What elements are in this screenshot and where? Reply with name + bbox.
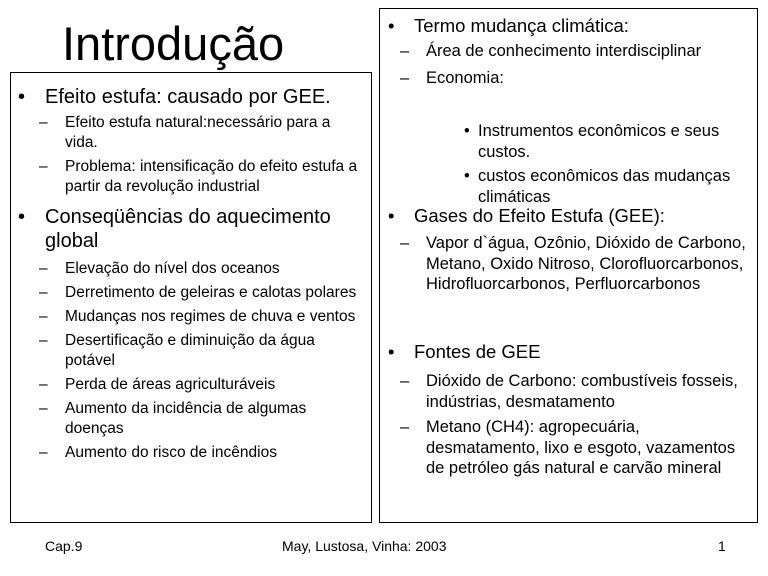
sub-sub-bullet: • custos econômicos das mudanças climáticas [464,167,731,206]
sub-bullet: – Economia: [400,68,504,87]
sub-sub-bullet: • Instrumentos econômicos e seus custos. [464,122,720,161]
sub-bullet: – Problema: intensificação do efeito estufa a partir da revolução industrial [39,158,358,195]
sub-bullet: – Aumento da incidência de algumas doenças [39,400,307,437]
slide-title: Introdução [62,17,285,70]
sub-bullet: – Dióxido de Carbono: combustíveis fosseis, indústrias, desmatamento [400,372,738,411]
bullet-fontes-gee: • Fontes de GEE [388,341,541,362]
sub-bullet: – Área de conhecimento interdisciplinar [400,42,702,60]
sub-bullet: – Perda de áreas agriculturáveis [39,376,276,393]
sub-bullet: – Elevação do nível dos oceanos [39,260,280,277]
bullet-consequencias: • Conseqüências do aquecimento global [18,206,331,252]
footer-chapter: Cap.9 [45,538,83,554]
sub-bullet: – Aumento do risco de incêndios [39,444,277,461]
sub-bullet: – Vapor d`água, Ozônio, Dióxido de Carbono, Metano, Oxido Nitroso, Clorofluorcarbonos, Hidrofluorcarbonos, Perfluorcarbonos [400,234,746,293]
bullet-text: Conseqüências do aquecimento global [45,206,331,252]
sub-bullet: – Efeito estufa natural:necessário para a vida. [39,114,331,151]
sub-bullet: – Desertificação e diminuição da água potável [39,332,315,369]
footer-page-number: 1 [718,538,726,554]
sub-bullet: – Derretimento de geleiras e calotas polares [39,284,357,301]
sub-bullet: – Mudanças nos regimes de chuva e ventos [39,308,356,325]
right-content-box [379,8,758,523]
bullet-gases-efeito-estufa: • Gases do Efeito Estufa (GEE): [388,205,665,226]
bullet-text: Efeito estufa: causado por GEE. [45,86,331,108]
footer-citation: May, Lustosa, Vinha: 2003 [282,538,447,554]
bullet-termo-mudanca: • Termo mudança climática: [388,15,629,36]
bullet-efeito-estufa: • Efeito estufa: causado por GEE. [18,86,331,108]
sub-bullet: – Metano (CH4): agropecuária, desmatamento, lixo e esgoto, vazamentos de petróleo gás natural e carvão mineral [400,418,736,477]
left-content-box [10,72,372,523]
